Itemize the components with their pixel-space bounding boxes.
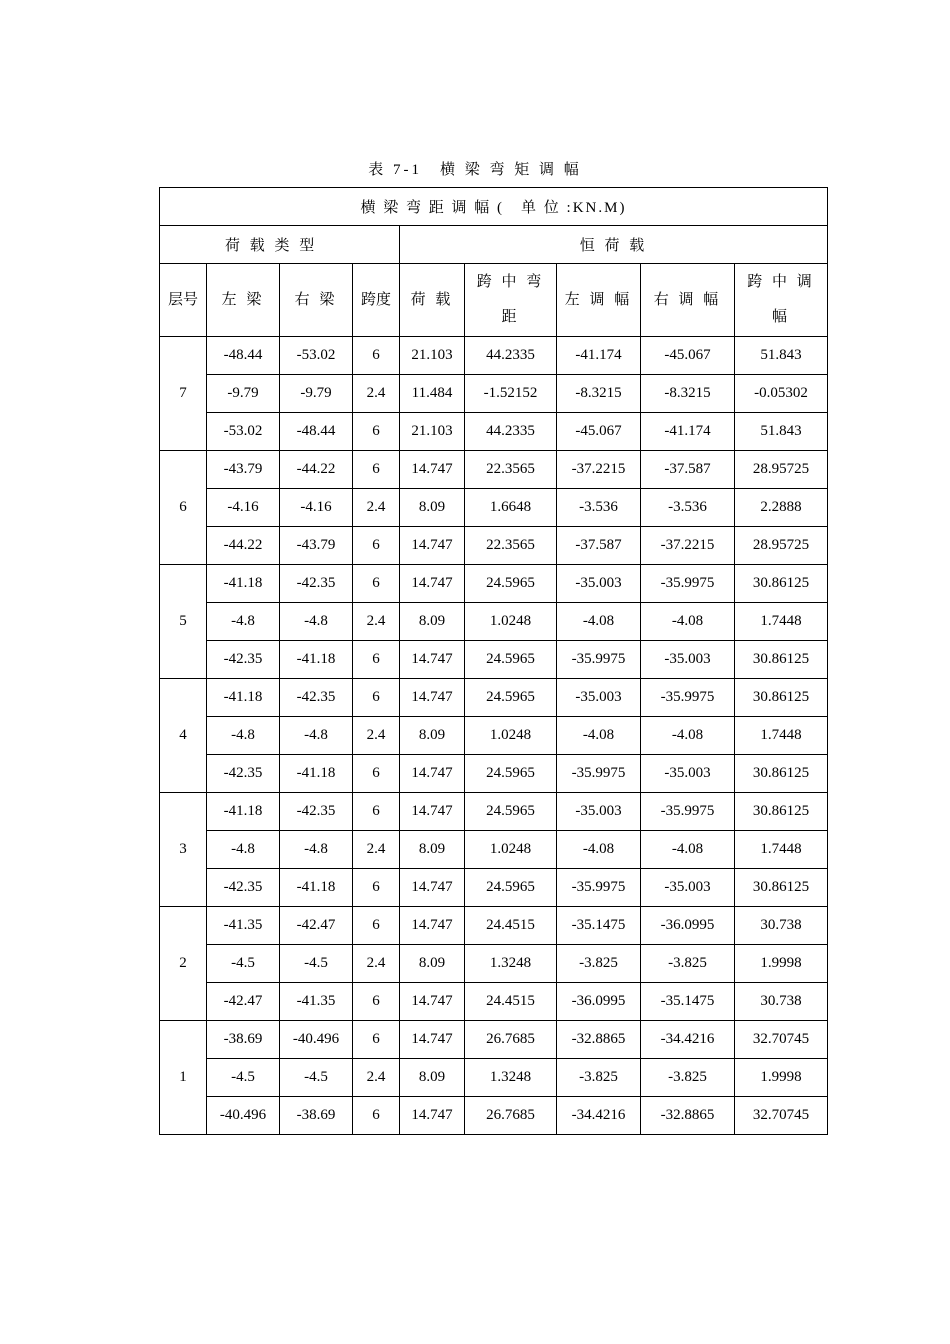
- cell-right-adjusted: -3.536: [641, 489, 735, 527]
- cell-left-adjusted: -45.067: [557, 413, 641, 451]
- cell-span: 6: [353, 983, 400, 1021]
- floor-number: 5: [160, 565, 207, 679]
- cell-load: 8.09: [400, 489, 465, 527]
- table-row: [160, 337, 828, 375]
- cell-right-beam: -42.35: [280, 679, 353, 717]
- cell-mid-moment: 1.3248: [465, 945, 557, 983]
- cell-right-beam: -4.8: [280, 717, 353, 755]
- cell-mid-adjusted: 30.86125: [735, 565, 828, 603]
- cell-left-adjusted: -35.003: [557, 679, 641, 717]
- cell-left-beam: -4.8: [207, 603, 280, 641]
- cell-left-adjusted: -34.4216: [557, 1097, 641, 1135]
- load-type-value: 恒 荷 载: [400, 226, 828, 264]
- cell-right-adjusted: -35.9975: [641, 679, 735, 717]
- cell-left-adjusted: -35.1475: [557, 907, 641, 945]
- cell-span: 2.4: [353, 489, 400, 527]
- cell-span: 2.4: [353, 375, 400, 413]
- cell-left-beam: -42.35: [207, 869, 280, 907]
- floor-number: 2: [160, 907, 207, 1021]
- cell-right-adjusted: -37.2215: [641, 527, 735, 565]
- cell-left-adjusted: -35.003: [557, 565, 641, 603]
- cell-span: 6: [353, 1097, 400, 1135]
- cell-mid-moment: 24.4515: [465, 907, 557, 945]
- cell-load: 14.747: [400, 869, 465, 907]
- cell-mid-adjusted: 28.95725: [735, 527, 828, 565]
- header-load: 荷 载: [400, 264, 465, 337]
- table-row: [160, 793, 828, 831]
- cell-mid-adjusted: -0.05302: [735, 375, 828, 413]
- cell-mid-adjusted: 30.738: [735, 983, 828, 1021]
- cell-left-adjusted: -3.825: [557, 1059, 641, 1097]
- cell-mid-moment: 24.5965: [465, 679, 557, 717]
- cell-mid-moment: 26.7685: [465, 1097, 557, 1135]
- table-row: [160, 1021, 828, 1059]
- cell-mid-moment: 24.5965: [465, 793, 557, 831]
- table-row: [160, 983, 828, 1021]
- cell-left-adjusted: -35.003: [557, 793, 641, 831]
- cell-left-adjusted: -3.536: [557, 489, 641, 527]
- cell-span: 2.4: [353, 831, 400, 869]
- cell-right-adjusted: -35.9975: [641, 565, 735, 603]
- load-type-row: [160, 226, 828, 264]
- cell-left-beam: -43.79: [207, 451, 280, 489]
- table-row: [160, 489, 828, 527]
- cell-span: 6: [353, 565, 400, 603]
- cell-load: 8.09: [400, 603, 465, 641]
- cell-right-adjusted: -35.003: [641, 755, 735, 793]
- cell-mid-moment: 22.3565: [465, 527, 557, 565]
- cell-right-adjusted: -3.825: [641, 1059, 735, 1097]
- cell-mid-adjusted: 30.86125: [735, 679, 828, 717]
- cell-mid-moment: 24.4515: [465, 983, 557, 1021]
- cell-mid-adjusted: 30.738: [735, 907, 828, 945]
- table-row: [160, 907, 828, 945]
- cell-left-beam: -9.79: [207, 375, 280, 413]
- cell-load: 14.747: [400, 527, 465, 565]
- cell-right-adjusted: -37.587: [641, 451, 735, 489]
- column-header-row: [160, 264, 828, 337]
- cell-load: 14.747: [400, 1021, 465, 1059]
- cell-left-beam: -4.8: [207, 831, 280, 869]
- cell-left-adjusted: -8.3215: [557, 375, 641, 413]
- cell-left-beam: -42.35: [207, 641, 280, 679]
- cell-left-beam: -41.18: [207, 679, 280, 717]
- cell-left-beam: -42.35: [207, 755, 280, 793]
- cell-left-adjusted: -35.9975: [557, 641, 641, 679]
- cell-span: 6: [353, 793, 400, 831]
- cell-load: 8.09: [400, 717, 465, 755]
- floor-number: 7: [160, 337, 207, 451]
- cell-mid-moment: 44.2335: [465, 337, 557, 375]
- beam-moment-adjustment-table: [159, 187, 828, 1135]
- cell-right-beam: -42.35: [280, 793, 353, 831]
- cell-mid-moment: 1.3248: [465, 1059, 557, 1097]
- header-right-beam: 右 梁: [280, 264, 353, 337]
- cell-mid-adjusted: 1.7448: [735, 717, 828, 755]
- cell-mid-adjusted: 32.70745: [735, 1021, 828, 1059]
- cell-mid-adjusted: 30.86125: [735, 793, 828, 831]
- cell-right-beam: -40.496: [280, 1021, 353, 1059]
- cell-load: 21.103: [400, 413, 465, 451]
- cell-load: 14.747: [400, 565, 465, 603]
- cell-right-beam: -42.47: [280, 907, 353, 945]
- cell-left-beam: -48.44: [207, 337, 280, 375]
- cell-right-beam: -9.79: [280, 375, 353, 413]
- cell-mid-adjusted: 1.9998: [735, 1059, 828, 1097]
- floor-number: 1: [160, 1021, 207, 1135]
- cell-left-adjusted: -37.587: [557, 527, 641, 565]
- cell-mid-moment: 24.5965: [465, 755, 557, 793]
- cell-right-beam: -42.35: [280, 565, 353, 603]
- cell-right-adjusted: -35.1475: [641, 983, 735, 1021]
- cell-right-beam: -4.16: [280, 489, 353, 527]
- cell-left-beam: -38.69: [207, 1021, 280, 1059]
- cell-mid-adjusted: 30.86125: [735, 641, 828, 679]
- cell-right-adjusted: -41.174: [641, 413, 735, 451]
- cell-right-beam: -4.8: [280, 603, 353, 641]
- cell-mid-moment: 26.7685: [465, 1021, 557, 1059]
- cell-right-adjusted: -32.8865: [641, 1097, 735, 1135]
- cell-load: 14.747: [400, 907, 465, 945]
- cell-mid-moment: 24.5965: [465, 869, 557, 907]
- table-caption: 表 7-1 横 梁 弯 矩 调 幅: [368, 162, 582, 178]
- cell-span: 6: [353, 869, 400, 907]
- cell-span: 6: [353, 527, 400, 565]
- cell-right-adjusted: -3.825: [641, 945, 735, 983]
- cell-load: 14.747: [400, 641, 465, 679]
- header-span: 跨度: [353, 264, 400, 337]
- table-row: [160, 451, 828, 489]
- table-title-row: [160, 188, 828, 226]
- cell-left-beam: -4.5: [207, 945, 280, 983]
- cell-left-adjusted: -35.9975: [557, 869, 641, 907]
- load-type-label: 荷 载 类 型: [160, 226, 400, 264]
- floor-number: 6: [160, 451, 207, 565]
- cell-right-beam: -41.18: [280, 869, 353, 907]
- cell-left-adjusted: -37.2215: [557, 451, 641, 489]
- cell-right-beam: -53.02: [280, 337, 353, 375]
- cell-mid-moment: 1.6648: [465, 489, 557, 527]
- cell-left-adjusted: -4.08: [557, 717, 641, 755]
- cell-left-beam: -44.22: [207, 527, 280, 565]
- header-floor: 层号: [160, 264, 207, 337]
- table-row: [160, 527, 828, 565]
- cell-load: 14.747: [400, 451, 465, 489]
- header-mid-adjusted: 跨 中 调 幅: [735, 264, 828, 337]
- cell-mid-moment: 1.0248: [465, 717, 557, 755]
- header-right-adjusted: 右 调 幅: [641, 264, 735, 337]
- cell-left-beam: -40.496: [207, 1097, 280, 1135]
- cell-left-beam: -53.02: [207, 413, 280, 451]
- cell-mid-adjusted: 1.7448: [735, 831, 828, 869]
- cell-left-beam: -41.18: [207, 565, 280, 603]
- cell-load: 11.484: [400, 375, 465, 413]
- cell-load: 21.103: [400, 337, 465, 375]
- cell-span: 2.4: [353, 717, 400, 755]
- cell-right-beam: -41.18: [280, 641, 353, 679]
- cell-right-beam: -4.5: [280, 1059, 353, 1097]
- cell-right-adjusted: -4.08: [641, 717, 735, 755]
- cell-right-adjusted: -35.9975: [641, 793, 735, 831]
- cell-load: 8.09: [400, 831, 465, 869]
- cell-right-beam: -44.22: [280, 451, 353, 489]
- cell-span: 6: [353, 641, 400, 679]
- table-row: [160, 641, 828, 679]
- cell-mid-moment: 1.0248: [465, 831, 557, 869]
- cell-mid-adjusted: 51.843: [735, 413, 828, 451]
- cell-span: 6: [353, 337, 400, 375]
- cell-span: 6: [353, 1021, 400, 1059]
- cell-load: 14.747: [400, 983, 465, 1021]
- floor-number: 3: [160, 793, 207, 907]
- cell-mid-adjusted: 30.86125: [735, 755, 828, 793]
- cell-right-beam: -4.5: [280, 945, 353, 983]
- table-row: [160, 565, 828, 603]
- cell-span: 6: [353, 413, 400, 451]
- cell-mid-adjusted: 32.70745: [735, 1097, 828, 1135]
- cell-mid-moment: 1.0248: [465, 603, 557, 641]
- cell-span: 2.4: [353, 945, 400, 983]
- cell-mid-adjusted: 28.95725: [735, 451, 828, 489]
- cell-load: 14.747: [400, 1097, 465, 1135]
- cell-left-beam: -41.18: [207, 793, 280, 831]
- cell-load: 14.747: [400, 793, 465, 831]
- table-row: [160, 413, 828, 451]
- table-row: [160, 869, 828, 907]
- table-row: [160, 679, 828, 717]
- cell-mid-adjusted: 1.9998: [735, 945, 828, 983]
- cell-right-adjusted: -35.003: [641, 641, 735, 679]
- cell-left-adjusted: -41.174: [557, 337, 641, 375]
- table-row: [160, 717, 828, 755]
- cell-span: 6: [353, 679, 400, 717]
- cell-mid-adjusted: 51.843: [735, 337, 828, 375]
- cell-right-adjusted: -4.08: [641, 603, 735, 641]
- cell-load: 14.747: [400, 755, 465, 793]
- header-mid-moment: 跨 中 弯 距: [465, 264, 557, 337]
- cell-span: 6: [353, 907, 400, 945]
- cell-left-adjusted: -36.0995: [557, 983, 641, 1021]
- cell-span: 2.4: [353, 603, 400, 641]
- cell-mid-moment: -1.52152: [465, 375, 557, 413]
- table-row: [160, 755, 828, 793]
- header-left-adjusted: 左 调 幅: [557, 264, 641, 337]
- cell-load: 8.09: [400, 945, 465, 983]
- cell-mid-moment: 44.2335: [465, 413, 557, 451]
- cell-mid-moment: 24.5965: [465, 565, 557, 603]
- cell-mid-adjusted: 30.86125: [735, 869, 828, 907]
- cell-right-beam: -38.69: [280, 1097, 353, 1135]
- cell-right-adjusted: -36.0995: [641, 907, 735, 945]
- cell-mid-adjusted: 1.7448: [735, 603, 828, 641]
- cell-left-adjusted: -32.8865: [557, 1021, 641, 1059]
- cell-mid-moment: 22.3565: [465, 451, 557, 489]
- cell-right-adjusted: -34.4216: [641, 1021, 735, 1059]
- cell-left-beam: -41.35: [207, 907, 280, 945]
- cell-span: 2.4: [353, 1059, 400, 1097]
- cell-span: 6: [353, 451, 400, 489]
- cell-right-adjusted: -35.003: [641, 869, 735, 907]
- table-row: [160, 1059, 828, 1097]
- cell-left-beam: -4.8: [207, 717, 280, 755]
- table-title: 横 梁 弯 距 调 幅 ( 单 位 :KN.M): [160, 188, 828, 226]
- cell-mid-adjusted: 2.2888: [735, 489, 828, 527]
- table-row: [160, 945, 828, 983]
- cell-load: 8.09: [400, 1059, 465, 1097]
- cell-right-beam: -48.44: [280, 413, 353, 451]
- cell-right-adjusted: -4.08: [641, 831, 735, 869]
- table-row: [160, 1097, 828, 1135]
- cell-span: 6: [353, 755, 400, 793]
- cell-left-beam: -42.47: [207, 983, 280, 1021]
- header-left-beam: 左 梁: [207, 264, 280, 337]
- table-row: [160, 375, 828, 413]
- cell-right-beam: -43.79: [280, 527, 353, 565]
- cell-mid-moment: 24.5965: [465, 641, 557, 679]
- cell-left-adjusted: -35.9975: [557, 755, 641, 793]
- cell-left-adjusted: -3.825: [557, 945, 641, 983]
- cell-right-adjusted: -8.3215: [641, 375, 735, 413]
- floor-number: 4: [160, 679, 207, 793]
- cell-left-adjusted: -4.08: [557, 831, 641, 869]
- cell-left-beam: -4.5: [207, 1059, 280, 1097]
- cell-right-beam: -41.18: [280, 755, 353, 793]
- cell-left-adjusted: -4.08: [557, 603, 641, 641]
- table-row: [160, 603, 828, 641]
- cell-load: 14.747: [400, 679, 465, 717]
- cell-left-beam: -4.16: [207, 489, 280, 527]
- cell-right-beam: -4.8: [280, 831, 353, 869]
- table-row: [160, 831, 828, 869]
- cell-right-adjusted: -45.067: [641, 337, 735, 375]
- cell-right-beam: -41.35: [280, 983, 353, 1021]
